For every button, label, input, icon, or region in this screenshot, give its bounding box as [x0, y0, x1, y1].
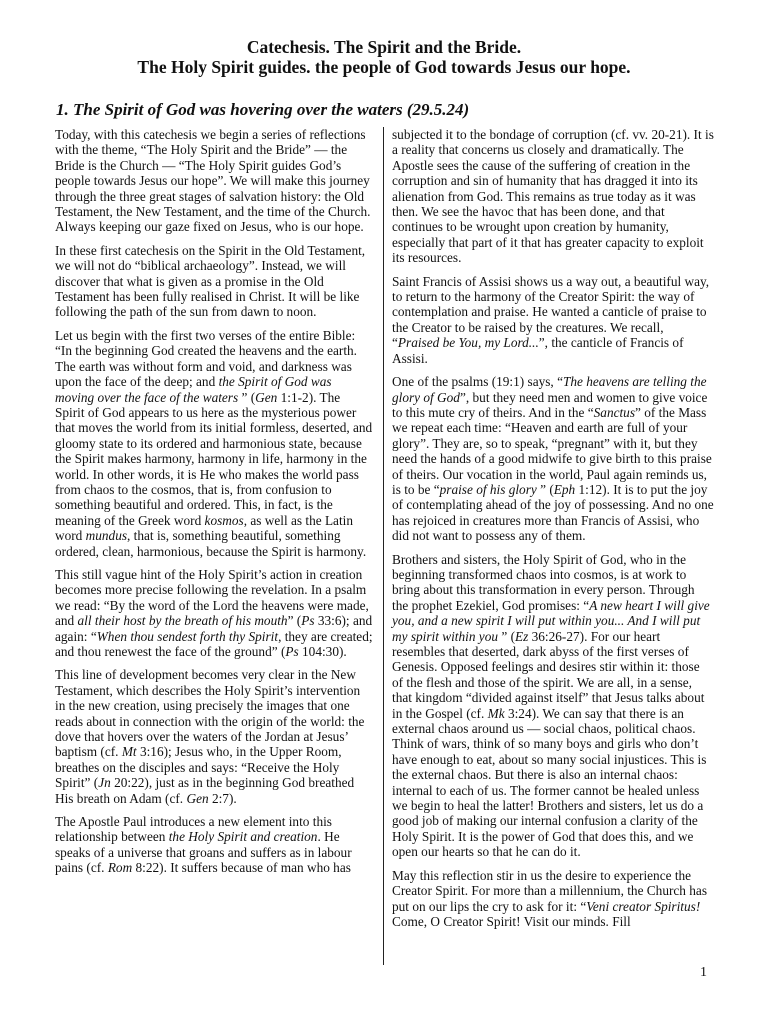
paragraph: This line of development becomes very clear in the New Testament, which describes the Holy Spirit’s intervention in the new creation, using precisely the images that one reads about in connection with the origin of the world: the dove that hovers over the waters of the Jordan at Jesus’ baptism (cf. Mt 3:16); Jesus who, in the Upper Room, breathes on the disciples and says: “Receive the Holy Spirit” (Jn 20:22), just as in the beginning God breathed His breath on Adam (cf. Gen 2:7).	[55, 667, 365, 806]
section-heading: 1. The Spirit of God was hovering over the waters (29.5.24)	[56, 100, 470, 119]
column-divider	[383, 127, 384, 965]
paragraph: Let us begin with the first two verses of the entire Bible: “In the beginning God created the heavens and the earth. The earth was without form and void, and darkness was upon the face of the deep; and the Spirit of God was moving over the face of the waters ” (Gen 1:1-2). The Spirit of God appears to us here as the mysterious power that moves the world from its initial formless, deserted, and gloomy state to its ordered and harmonious state, because the Spirit makes harmony, harmony in life, harmony in the world. In other words, it is He who makes the world pass from chaos to the cosmos, that is, from confusion to something beautiful and ordered. This, in fact, is the meaning of the Greek word kosmos, as well as the Latin word mundus, that is, something beautiful, something ordered, clean, harmonious, because the Spirit is harmony.	[55, 327, 373, 559]
title-line-1: Catechesis. The Spirit and the Bride.	[246, 37, 522, 57]
document-title	[0, 37, 768, 77]
paragraph: Saint Francis of Assisi shows us a way out, a beautiful way, to return to the harmony of the Creator Spirit: the way of contemplation and praise. He wanted a canticle of praise to the Creator to be raised by the creatures. We recall, “Praised be You, my Lord...”, the canticle of Francis of Assisi.	[392, 273, 710, 366]
paragraph: The Apostle Paul introduces a new element into this relationship between the Holy Spirit and creation. He speaks of a universe that groans and suffers as in labour pains (cf. Rom 8:22). It suffers because of man who has	[55, 814, 352, 876]
paragraph: This still vague hint of the Holy Spirit’s action in creation becomes more precise following the revelation. In a psalm we read: “By the word of the Lord the heavens were made, and all their host by the breath of his mouth” (Ps 33:6); and again: “When thou sendest forth thy Spirit, they are created; and thou renewest the face of the ground” (Ps 104:30).	[55, 566, 373, 659]
paragraph: One of the psalms (19:1) says, “The heavens are telling the glory of God”, but they need men and women to give voice to this mute cry of theirs. And in the “Sanctus” of the Mass we repeat each time: “Heaven and earth are full of your glory”. They are, so to speak, “pregnant” with it, but they need the hands of a good midwife to give birth to this praise of theirs. Our vocation in the world, Paul again reminds us, is to be “praise of his glory ” (Eph 1:12). It is to put the joy of contemplating ahead of the joy of possessing. And no one has rejoiced in creatures more than Francis of Assisi, who did not want to possess any of them.	[392, 374, 714, 544]
paragraph: In these first catechesis on the Spirit in the Old Testament, we will not do “biblical archaeology”. Instead, we will discover that what is given as a promise in the Old Testament has been fully realised in Christ. It will be like following the path of the sun from dawn to noon.	[55, 242, 366, 320]
paragraph: Brothers and sisters, the Holy Spirit of God, who in the beginning transformed chaos into cosmos, is at work to bring about this transformation in every person. Through the prophet Ezekiel, God promises: “A new heart I will give you, and a new spirit I will put within you... And I will put my spirit within you ” (Ez 36:26-27). For our heart resembles that deserted, dark abyss of the first verses of Genesis. Opposed feelings and desires stir within it: those of the flesh and those of the spirit. We are all, in a sense, that kingdom “divided against itself” that Jesus talks about in the Gospel (cf. Mk 3:24). We can say that there is an external chaos around us — social chaos, political chaos. Think of wars, think of so many boys and girls who don’t have enough to eat, about so many social injustices. This is the external chaos. But there is also an internal chaos: internal to each of us. The former cannot be healed unless we begin to heal the latter! Brothers and sisters, let us do a good job of making our internal confusion a clarity of the Holy Spirit. It is the power of God that does this, and we open our hearts so that he can do it.	[392, 551, 710, 860]
paragraph: Today, with this catechesis we begin a series of reflections with the theme, “The Holy Spirit and the Bride” — the Bride is the Church — “The Holy Spirit guides God’s people towards Jesus our hope”. We will make this journey through the three great stages of salvation history: the Old Testament, the New Testament, and the time of the Church. Always keeping our gaze fixed on Jesus, who is our hope.	[55, 127, 371, 235]
title-line-2: The Holy Spirit guides. the people of God towards Jesus our hope.	[137, 57, 631, 77]
right-column	[392, 127, 714, 937]
paragraph: subjected it to the bondage of corruption (cf. vv. 20-21). It is a reality that concerns us closely and dramatically. The Apostle sees the cause of the suffering of creation in the corruption and sin of humanity that has dragged it into its alienation from God. This remains as true today as it was then. We see the havoc that has been done, and that continues to be wrought upon creation by humanity, especially that part of it that has greater capacity to exploit its resources.	[392, 127, 714, 266]
page-number: 1	[700, 965, 707, 980]
left-column	[55, 127, 373, 884]
paragraph: May this reflection stir in us the desire to experience the Creator Spirit. For more than a millennium, the Church has put on our lips the cry to ask for it: “Veni creator Spiritus! Come, O Creator Spirit! Visit our minds. Fill	[392, 867, 708, 929]
